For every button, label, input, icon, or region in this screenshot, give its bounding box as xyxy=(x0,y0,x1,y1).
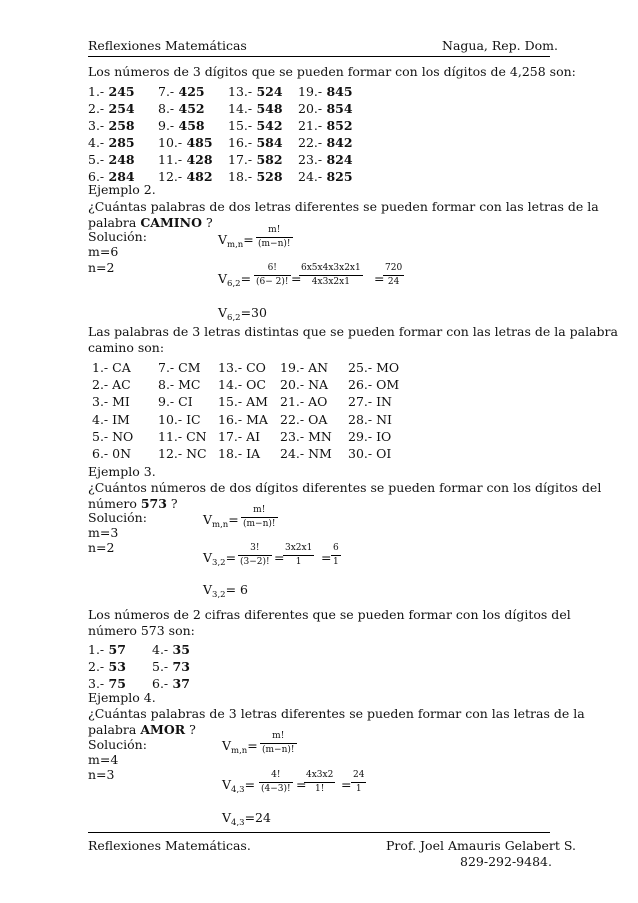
example2-solution: Solución: xyxy=(88,229,147,244)
intro-3digit: Los números de 3 dígitos que se pueden formar con los dígitos de 4,258 son: xyxy=(88,64,576,79)
example4-calc-fraction3: 24 1 xyxy=(353,770,365,794)
example3-question: ¿Cuántos números de dos dígitos diferentes se pueden formar con los dígitos del xyxy=(88,480,602,495)
number-item: 24.- 825 xyxy=(298,169,353,184)
footer-left: Reflexiones Matemáticas. xyxy=(88,838,251,853)
example3-calc-fraction3: 6 1 xyxy=(333,543,339,567)
number-item: 6.- 37 xyxy=(152,676,190,691)
word-item: 6.- 0N xyxy=(92,446,132,461)
example2-question: ¿Cuántas palabras de dos letras diferentes se pueden formar con las letras de la xyxy=(88,199,599,214)
example4-m: m=4 xyxy=(88,752,119,767)
number-item: 11.- 428 xyxy=(158,152,213,167)
example2-result: $V_{6,2}=30$ xyxy=(218,305,267,323)
example3-m: m=3 xyxy=(88,525,119,540)
example3-formula-fraction: m! (m−n)! xyxy=(243,505,276,529)
example4-calc-fraction1: 4! (4−3)! xyxy=(261,770,291,794)
word-item: 27.- IN xyxy=(348,394,392,410)
number-item: 8.- 452 xyxy=(158,101,205,116)
word-item: 26.- OM xyxy=(348,377,400,393)
word-item: 4.- IM xyxy=(92,411,130,427)
word-item: 17.- AI xyxy=(218,428,261,444)
number-item: 4.- 35 xyxy=(152,642,190,657)
number-item: 10.- 485 xyxy=(158,135,213,150)
intro-2digit-line2: número 573 son: xyxy=(88,623,195,638)
word-item: 30.- OI xyxy=(348,446,392,461)
word-item: 24.- NM xyxy=(280,446,332,461)
word-item: 15.- AM xyxy=(218,394,268,410)
number-item: 1.- 57 xyxy=(88,642,126,657)
example2-title: Ejemplo 2. xyxy=(88,182,156,197)
word-item: 14.- OC xyxy=(218,377,266,393)
number-item: 3.- 258 xyxy=(88,118,135,133)
example2-n: n=2 xyxy=(88,260,115,275)
intro-words-line1: Las palabras de 3 letras distintas que se pueden formar con las letras de la palabra xyxy=(88,324,618,339)
example4-question-line2: palabra AMOR ? xyxy=(88,722,196,737)
word-item: 9.- CI xyxy=(158,394,193,410)
word-item: 18.- IA xyxy=(218,446,261,461)
footer-author: Prof. Joel Amauris Gelabert S. xyxy=(386,838,576,853)
number-item: 5.- 73 xyxy=(152,659,190,674)
word-item: 28.- NI xyxy=(348,411,392,427)
number-item: 1.- 245 xyxy=(88,84,135,99)
number-item: 4.- 285 xyxy=(88,135,135,150)
example2-question-line2: palabra CAMINO ? xyxy=(88,215,213,230)
word-item: 22.- OA xyxy=(280,411,328,427)
example4-formula-lhs: $V_{m,n}=$ xyxy=(222,738,258,756)
footer-rule xyxy=(88,832,550,833)
number-item: 6.- 284 xyxy=(88,169,135,184)
number-item: 3.- 75 xyxy=(88,676,126,691)
example2-calc-fraction2: 6x5x4x3x2x1 4x3x2x1 xyxy=(301,263,361,287)
word-item: 13.- CO xyxy=(218,360,266,375)
example2-calc-fraction1: 6! (6− 2)! xyxy=(256,263,289,287)
example4-question: ¿Cuántas palabras de 3 letras diferentes se pueden formar con las letras de la xyxy=(88,706,585,721)
header-rule xyxy=(88,56,550,57)
intro-2digit-line1: Los números de 2 cifras diferentes que se pueden formar con los dígitos del xyxy=(88,607,571,622)
word-item: 16.- MA xyxy=(218,411,268,427)
word-item: 23.- MN xyxy=(280,428,332,444)
example3-solution: Solución: xyxy=(88,510,147,525)
header-left: Reflexiones Matemáticas xyxy=(88,38,247,53)
word-item: 29.- IO xyxy=(348,428,392,444)
equals: = xyxy=(321,550,332,565)
word-item: 20.- NA xyxy=(280,377,329,393)
example3-formula-lhs: $V_{m,n}=$ xyxy=(203,512,239,530)
example3-question-line2: número 573 ? xyxy=(88,496,178,511)
example2-formula-fraction: m! (m−n)! xyxy=(258,225,291,249)
example2-calc-lhs: $V_{6,2}=$ xyxy=(218,271,252,289)
example4-solution: Solución: xyxy=(88,737,147,752)
number-item: 16.- 584 xyxy=(228,135,283,150)
example3-calc-lhs: $V_{3,2}=$ xyxy=(203,550,237,568)
example3-result: $V_{3,2}= 6$ xyxy=(203,582,248,600)
word-item: 8.- MC xyxy=(158,377,201,393)
example3-title: Ejemplo 3. xyxy=(88,464,156,479)
word-item: 11.- CN xyxy=(158,428,207,444)
number-item: 2.- 254 xyxy=(88,101,135,116)
number-item: 5.- 248 xyxy=(88,152,135,167)
equals: = xyxy=(296,777,307,792)
number-item: 18.- 528 xyxy=(228,169,283,184)
example2-m: m=6 xyxy=(88,244,119,259)
equals: = xyxy=(291,271,302,286)
example4-title: Ejemplo 4. xyxy=(88,690,156,705)
example2-calc-fraction3: 720 24 xyxy=(385,263,403,287)
number-item: 13.- 524 xyxy=(228,84,283,99)
number-item: 7.- 425 xyxy=(158,84,205,99)
word-item: 5.- NO xyxy=(92,428,134,444)
number-item: 22.- 842 xyxy=(298,135,353,150)
number-item: 14.- 548 xyxy=(228,101,283,116)
equals: = xyxy=(374,271,385,286)
word-item: 3.- MI xyxy=(92,394,130,410)
footer-phone: 829-292-9484. xyxy=(460,854,552,869)
number-item: 23.- 824 xyxy=(298,152,353,167)
example3-n: n=2 xyxy=(88,540,115,555)
number-item: 9.- 458 xyxy=(158,118,205,133)
example4-n: n=3 xyxy=(88,767,115,782)
word-item: 10.- IC xyxy=(158,411,201,427)
example2-formula-lhs: $V_{m,n}=$ xyxy=(218,232,254,250)
number-item: 17.- 582 xyxy=(228,152,283,167)
number-item: 20.- 854 xyxy=(298,101,353,116)
word-item: 7.- CM xyxy=(158,360,201,375)
example4-result: $V_{4,3}=24$ xyxy=(222,810,271,828)
intro-words-line2: camino son: xyxy=(88,340,165,355)
number-item: 21.- 852 xyxy=(298,118,353,133)
number-item: 2.- 53 xyxy=(88,659,126,674)
example4-calc-lhs: $V_{4,3}=$ xyxy=(222,777,256,795)
word-item: 2.- AC xyxy=(92,377,131,393)
word-item: 12.- NC xyxy=(158,446,207,461)
header-right: Nagua, Rep. Dom. xyxy=(442,38,558,53)
example4-formula-fraction: m! (m−n)! xyxy=(262,731,295,755)
equals: = xyxy=(274,550,285,565)
number-item: 12.- 482 xyxy=(158,169,213,184)
word-item: 19.- AN xyxy=(280,360,329,375)
number-item: 15.- 542 xyxy=(228,118,283,133)
number-item: 19.- 845 xyxy=(298,84,353,99)
equals: = xyxy=(341,777,352,792)
word-item: 1.- CA xyxy=(92,360,131,375)
example3-calc-fraction2: 3x2x1 1 xyxy=(285,543,313,567)
example4-calc-fraction2: 4x3x2 1! xyxy=(306,770,334,794)
word-item: 25.- MO xyxy=(348,360,400,375)
word-item: 21.- AO xyxy=(280,394,328,410)
example3-calc-fraction1: 3! (3−2)! xyxy=(240,543,270,567)
